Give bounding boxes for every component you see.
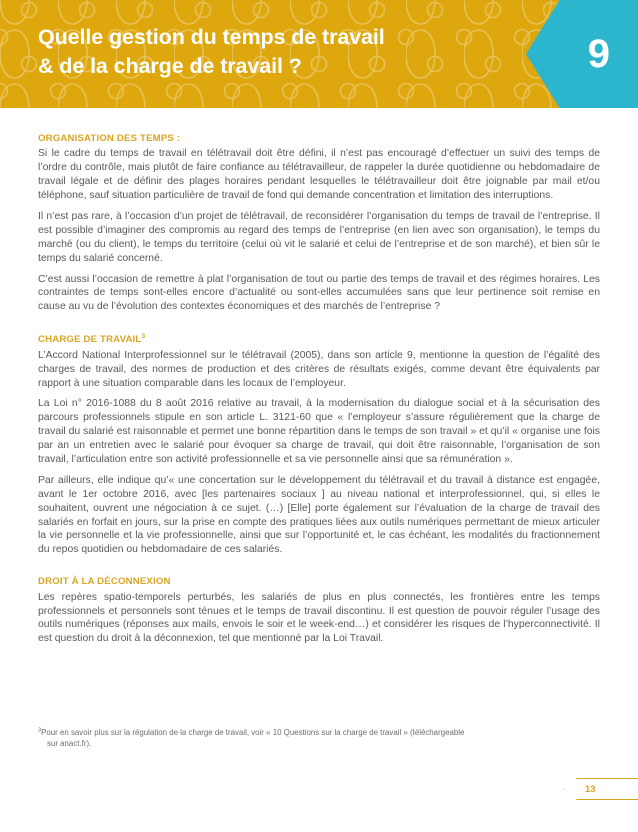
paragraph: La Loi n° 2016-1088 du 8 août 2016 relative au travail, à la modernisation du dialogue social et à la sécurisation des parcours professionnels stipule en son article L. 3121-60 que « l’employeur s’assure régulièrement que la charge de travail du salarié est raisonnable et permet une bonne répartition dans le temps de son travail » et qu’il « organise une fois par an un entretien avec le salarié pour évoquer sa charge de travail, qui doit être raisonnable, l’organisation de son travail, l’articulation entre son activité professionnelle et sa vie personnelle ainsi que sa rémunération ». bbox=[38, 398, 600, 465]
chapter-chevron-shape bbox=[526, 0, 638, 108]
footnote bbox=[38, 727, 600, 750]
section-droit-a-la-deconnexion bbox=[38, 576, 600, 646]
paragraph: Il n’est pas rare, à l’occasion d’un projet de télétravail, de reconsidérer l’organisation du temps de travail de l’entreprise. Il est possible d’imaginer des compromis au regard des temps de l’entreprise (en lien avec son organisation), le temps du marché (ou du client), le temps du territoire (celui où vit le salarié et celui de l’entreprise et de son marché), et bien sûr le temps du salarié concerné. bbox=[38, 211, 600, 264]
chapter-number: 9 bbox=[587, 32, 610, 76]
section-spacer bbox=[38, 314, 600, 334]
section-organisation-des-temps bbox=[38, 133, 600, 314]
paragraph: L’Accord National Interprofessionnel sur le télétravail (2005), dans son article 9, mentionne la question de l’égalité des charges de travail, des normes de production et des critères de résultats exigés, comme devant être équivalents par rapport à une situation comparable dans les locaux de l’employeur. bbox=[38, 349, 600, 389]
page-content bbox=[38, 133, 600, 646]
section-heading bbox=[38, 576, 600, 588]
footnote-line-2: sur anact.fr). bbox=[47, 739, 92, 749]
page-title-line-1: Quelle gestion du temps de travail bbox=[38, 25, 385, 49]
page-folio bbox=[563, 778, 638, 800]
page-title-line-2: & de la charge de travail ? bbox=[38, 53, 302, 78]
section-spacer bbox=[38, 557, 600, 576]
footnote-marker: 3 bbox=[38, 727, 42, 734]
paragraph: Par ailleurs, elle indique qu’« une concertation sur le développement du télétravail et du travail à distance est engagée, avant le 1er octobre 2016, avec [les partenaires sociaux ] au niveau national et interprofessionnel, qui, si elles le souhaitent, ouvrent une négociation à ce sujet. (…) [Elle] porte également sur l’évaluation de la charge de travail des salariés en forfait en jours, sur la prise en compte des pratiques liées aux outils numériques permettant de mieux articuler la vie personnelle et la vie professionnelle, ainsi que sur l’opportunité et, le cas échéant, les modalités du fractionnement du repos quotidien ou hebdomadaire de ces salariés. bbox=[38, 474, 600, 556]
footnote-line-1: Pour en savoir plus sur la régulation de la charge de travail, voir « 10 Questions sur la charge de travail » (téléchargeable bbox=[41, 728, 465, 737]
paragraph: Si le cadre du temps de travail en télétravail doit être défini, il n’est pas encouragé d’effectuer un suivi des temps de l’ordre du contrôle, mais plutôt de faire confiance au télétravailleur, de rappeler la durée quotidienne ou hebdomadaire de travail légale et de définir des plages horaires pendant lesquelles le télétravailleur doit être joignable par mail et/ou téléphone, sauf situation particulière de travail de fond qui demande concentration et limitation des interruptions. bbox=[38, 148, 600, 202]
section-heading bbox=[38, 334, 600, 346]
folio-chevron-shape bbox=[563, 778, 638, 800]
section-heading-text: ORGANISATION DES TEMPS : bbox=[38, 133, 181, 144]
paragraph: C’est aussi l’occasion de remettre à plat l’organisation de tout ou partie des temps de travail et des régimes horaires. Les contraintes de temps sont-elles encore d’actualité ou sont-elles accumulées sans que leur pertinence soit remise en cause au vu de l’évolution des contextes économiques et des marchés de l’entreprise ? bbox=[38, 273, 600, 313]
section-charge-de-travail bbox=[38, 334, 600, 557]
footnote-reference: 3 bbox=[141, 333, 146, 341]
paragraph: Les repères spatio-temporels perturbés, les salariés de plus en plus connectés, les frontières entre les temps professionnels et personnels sont ténues et le temps de travail discontinu. Il est question de pouvoir réguler l’usage des outils numériques (réponses aux mails, envois le soir et le week-end…) et considérer les risques de l’hyperconnectivité. Il est question du droit à la déconnexion, tel que mentionné par la Loi Travail. bbox=[38, 591, 600, 645]
page-header-banner bbox=[0, 0, 638, 108]
section-heading bbox=[38, 133, 600, 145]
section-heading-text: CHARGE DE TRAVAIL bbox=[38, 334, 142, 346]
section-heading-text: DROIT À LA DÉCONNEXION bbox=[38, 576, 171, 588]
page-number: 13 bbox=[585, 783, 596, 795]
page-title bbox=[38, 23, 508, 80]
